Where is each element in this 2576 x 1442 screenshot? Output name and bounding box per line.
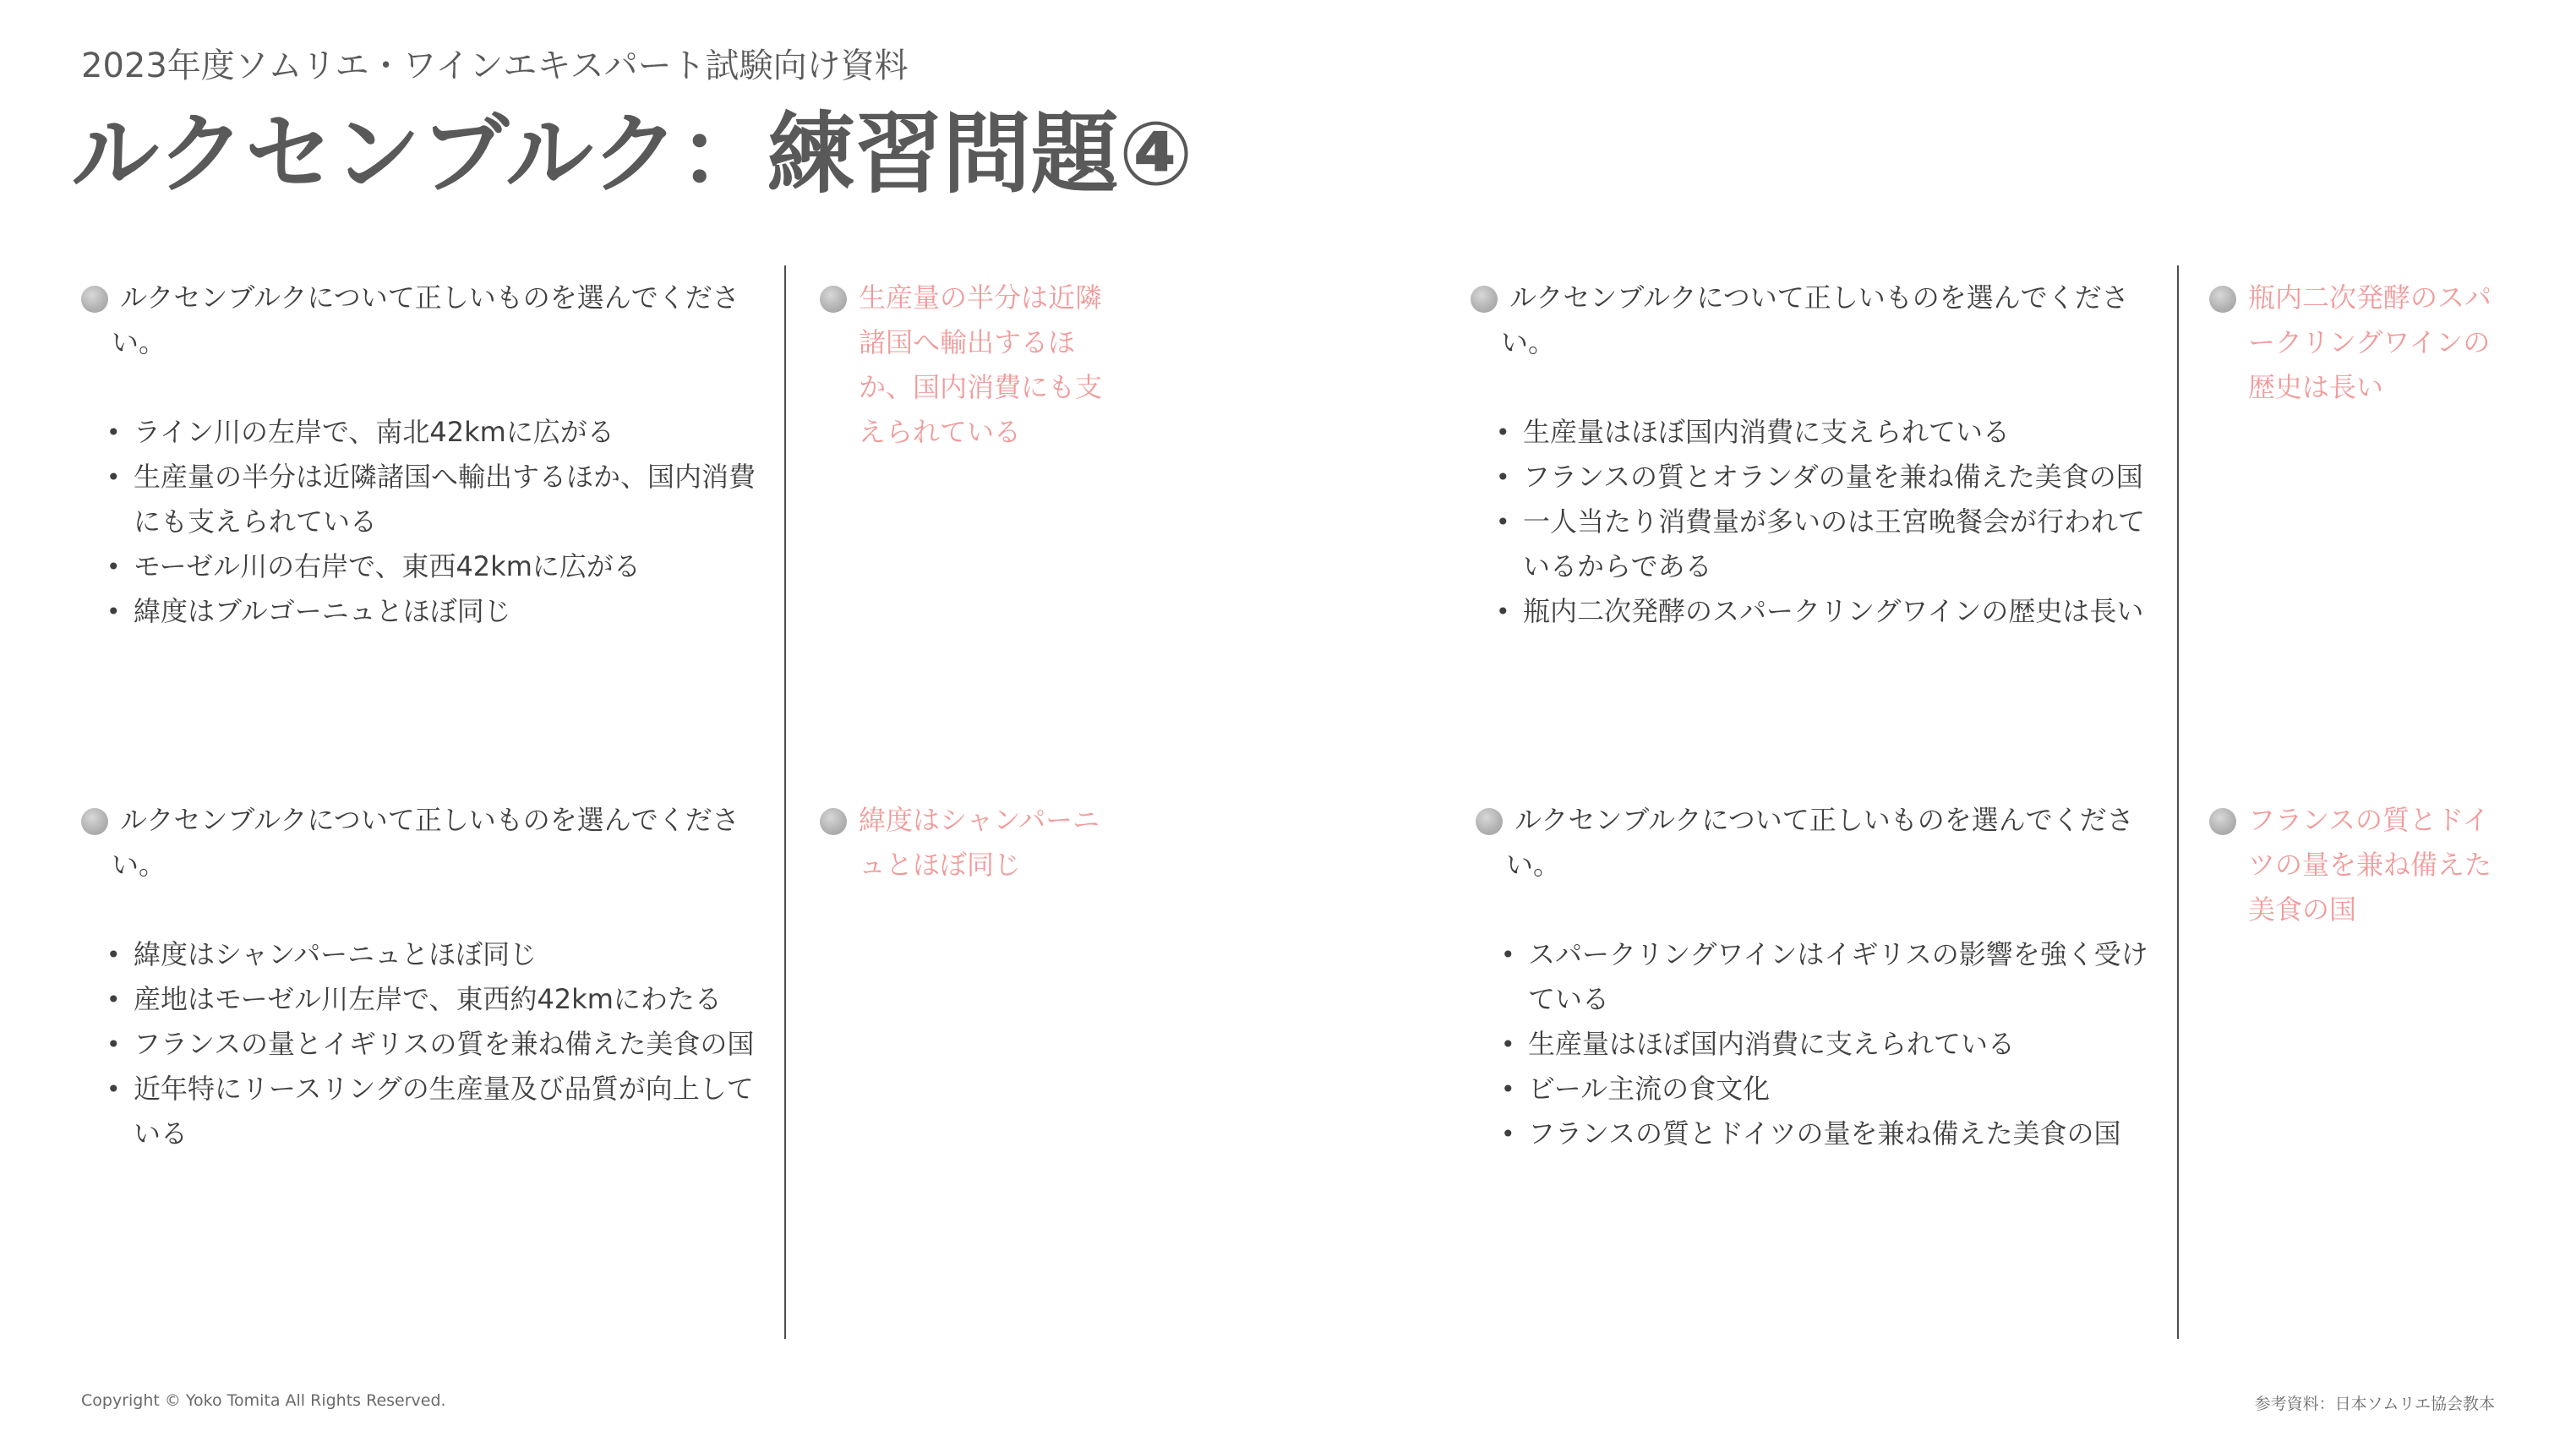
question-2 <box>1471 276 2164 634</box>
question-3 <box>81 798 766 1156</box>
question-1 <box>81 276 766 634</box>
option-item: • 生産量の半分は近隣諸国へ輸出するほか、国内消費にも支えられている <box>81 455 766 544</box>
answer-1: 生産量の半分は近隣諸国へ輸出するほか、国内消費にも支えられている <box>820 276 1105 455</box>
column-divider-left <box>784 265 786 1339</box>
question-prompt: ルクセンブルクについて正しいものを選んでくださ い。 <box>81 798 766 888</box>
option-item: • 緯度はブルゴーニュとほぼ同じ <box>81 589 766 634</box>
question-prompt: ルクセンブルクについて正しいものを選んでくださ い。 <box>1476 798 2169 888</box>
circle-bullet-icon <box>81 286 108 313</box>
option-item: • ライン川の左岸で、南北42kmに広がる <box>81 410 766 455</box>
document-subtitle: 2023年度ソムリエ・ワインエキスパート試験向け資料 <box>81 46 909 85</box>
option-item: • 生産量はほぼ国内消費に支えられている <box>1476 1022 2169 1067</box>
option-item: • フランスの質とドイツの量を兼ね備えた美食の国 <box>1476 1112 2169 1156</box>
circle-bullet-icon <box>1471 286 1498 313</box>
option-item: • 緯度はシャンパーニュとほぼ同じ <box>81 932 766 977</box>
column-divider-right <box>2177 265 2179 1339</box>
options-list <box>1476 932 2169 1156</box>
question-prompt: ルクセンブルクについて正しいものを選んでくださ い。 <box>1471 276 2164 365</box>
circle-bullet-icon <box>820 808 847 835</box>
page-title: ルクセンブルク：練習問題④ <box>71 102 1193 205</box>
circle-bullet-icon <box>2209 808 2236 835</box>
option-item: • スパークリングワインはイギリスの影響を強く受けている <box>1476 932 2169 1022</box>
option-item: • 産地はモーゼル川左岸で、東西約42kmにわたる <box>81 977 766 1022</box>
answer-2: 瓶内二次発酵のスパークリングワインの歴史は長い <box>2209 276 2495 410</box>
answer-4: フランスの質とドイツの量を兼ね備えた美食の国 <box>2209 798 2495 932</box>
option-item: • フランスの量とイギリスの質を兼ね備えた美食の国 <box>81 1022 766 1067</box>
question-4 <box>1476 798 2169 1156</box>
reference-note: 参考資料：日本ソムリエ協会教本 <box>2254 1395 2495 1413</box>
option-item: • 瓶内二次発酵のスパークリングワインの歴史は長い <box>1471 589 2164 634</box>
copyright-notice: Copyright © Yoko Tomita All Rights Reserved. <box>81 1391 446 1410</box>
circle-bullet-icon <box>2209 286 2236 313</box>
option-item: • 一人当たり消費量が多いのは王宮晩餐会が行われているからである <box>1471 500 2164 589</box>
question-prompt: ルクセンブルクについて正しいものを選んでくださ い。 <box>81 276 766 365</box>
options-list <box>81 932 766 1156</box>
answer-3: 緯度はシャンパーニュとほぼ同じ <box>820 798 1105 888</box>
option-item: • モーゼル川の右岸で、東西42kmに広がる <box>81 544 766 589</box>
options-list <box>81 410 766 634</box>
option-item: • 近年特にリースリングの生産量及び品質が向上している <box>81 1067 766 1156</box>
circle-bullet-icon <box>1476 808 1503 835</box>
circle-bullet-icon <box>81 808 108 835</box>
option-item: • フランスの質とオランダの量を兼ね備えた美食の国 <box>1471 455 2164 500</box>
options-list <box>1471 410 2164 634</box>
circle-bullet-icon <box>820 286 847 313</box>
option-item: • ビール主流の食文化 <box>1476 1067 2169 1112</box>
option-item: • 生産量はほぼ国内消費に支えられている <box>1471 410 2164 455</box>
